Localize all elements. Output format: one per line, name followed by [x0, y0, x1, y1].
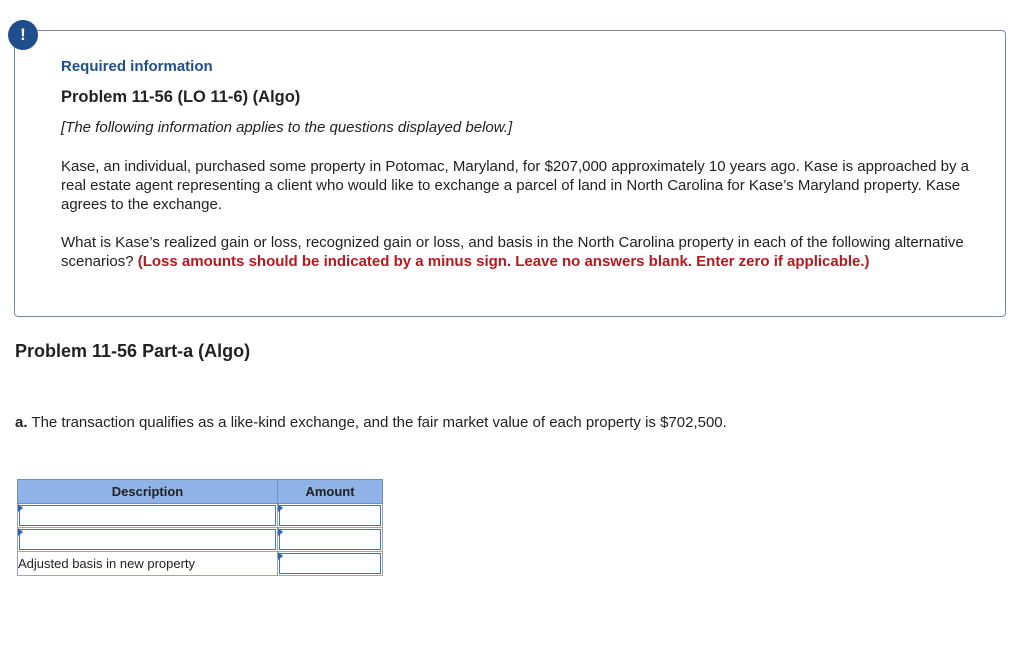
- table-row: [18, 504, 383, 528]
- description-dropdown-1[interactable]: [18, 504, 278, 528]
- table-header-row: [18, 480, 383, 504]
- input-marker-icon: [278, 528, 283, 536]
- question-letter: a.: [15, 414, 28, 431]
- column-header-description: Description: [18, 480, 278, 504]
- dropdown-marker-icon: [18, 528, 23, 536]
- question-paragraph: [61, 233, 971, 271]
- part-title: Problem 11-56 Part-a (Algo): [15, 341, 251, 361]
- description-input-2[interactable]: [19, 529, 276, 550]
- amount-input-1[interactable]: [279, 505, 381, 526]
- adjusted-basis-label: Adjusted basis in new property: [18, 552, 278, 576]
- required-information-box: [14, 30, 1006, 317]
- answer-instruction: (Loss amounts should be indicated by a minus sign. Leave no answers blank. Enter zero if applicable.): [137, 253, 870, 270]
- required-information-label: Required information: [61, 58, 213, 75]
- input-marker-icon: [278, 552, 283, 560]
- alert-icon: !: [8, 20, 38, 50]
- description-input-1[interactable]: [19, 505, 276, 526]
- amount-cell-2[interactable]: [278, 528, 383, 552]
- table-row: [18, 552, 383, 576]
- scenario-paragraph: Kase, an individual, purchased some property in Potomac, Maryland, for $207,000 approximately 10 years ago. Kase is approached by a real estate agent representing a client who would like to exchange a parcel of land in North Carolina for Kase’s Maryland property. Kase agrees to the exchange.: [61, 158, 970, 213]
- applies-note: [The following information applies to the questions displayed below.]: [61, 119, 513, 136]
- part-question: [15, 414, 727, 431]
- column-header-amount: Amount: [278, 480, 383, 504]
- amount-cell-1[interactable]: [278, 504, 383, 528]
- question-statement: The transaction qualifies as a like-kind exchange, and the fair market value of each property is $702,500.: [27, 414, 727, 431]
- dropdown-marker-icon: [18, 504, 23, 512]
- description-dropdown-2[interactable]: [18, 528, 278, 552]
- amount-input-3[interactable]: [279, 553, 381, 574]
- question-text: What is Kase’s realized gain or loss, recognized gain or loss, and basis in the North Carolina property in each of the following alternative scenarios?: [61, 234, 964, 270]
- problem-title: Problem 11-56 (LO 11-6) (Algo): [61, 88, 301, 106]
- input-marker-icon: [278, 504, 283, 512]
- answer-table: [17, 479, 383, 576]
- amount-cell-3[interactable]: [278, 552, 383, 576]
- table-row: [18, 528, 383, 552]
- amount-input-2[interactable]: [279, 529, 381, 550]
